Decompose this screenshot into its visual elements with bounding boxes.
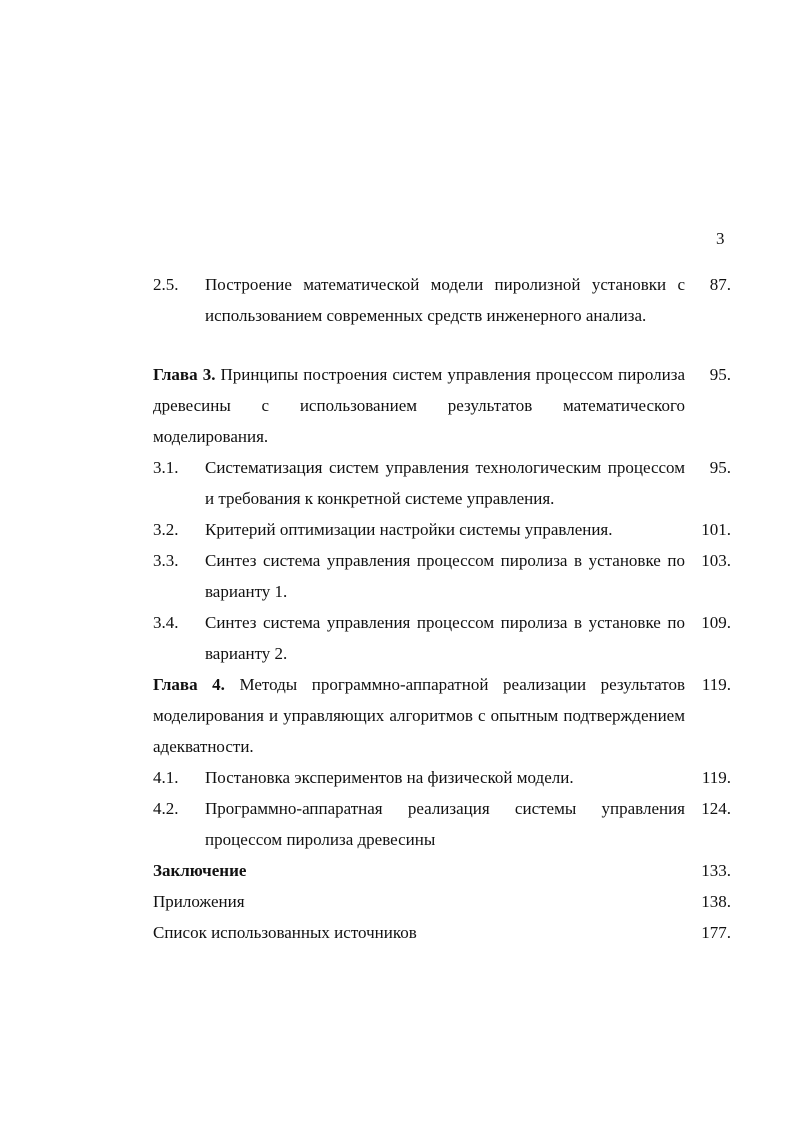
chapter-label: Глава 4. — [153, 675, 225, 694]
toc-entry-appendices — [153, 886, 731, 917]
toc-entry-page: 109. — [701, 613, 731, 632]
toc-entry-references — [153, 917, 731, 948]
toc-entry-page: 177. — [701, 923, 731, 942]
toc-entry-3-1 — [153, 452, 731, 514]
toc-entry-title: Систематизация систем управления технологическим процессом и требования к конкретной системе управления. — [205, 458, 685, 508]
toc-entry-title: Построение математической модели пиролизной установки с использованием современных средств инженерного анализа. — [205, 275, 685, 325]
toc-entry-chapter-3 — [153, 359, 731, 452]
toc-entry-chapter-4 — [153, 669, 731, 762]
toc-entry-page: 124. — [701, 799, 731, 818]
toc-entry-number: 3.3. — [153, 551, 179, 570]
toc-entry-page: 101. — [701, 520, 731, 539]
toc-entry-3-4 — [153, 607, 731, 669]
toc-entry-title: Программно-аппаратная реализация системы управления процессом пиролиза древесины — [205, 799, 685, 849]
chapter-label: Глава 3. — [153, 365, 216, 384]
toc-entry-page: 95. — [709, 458, 731, 477]
toc-entry-page: 87. — [709, 275, 731, 294]
toc-entry-number: 4.2. — [153, 799, 179, 818]
toc-entry-2-5 — [153, 269, 731, 331]
toc-entry-4-2 — [153, 793, 731, 855]
toc-entry-title: Принципы построения систем управления процессом пиролиза древесины с использованием результатов математического моделирования. — [153, 365, 685, 446]
toc-entry-page: 103. — [701, 551, 731, 570]
toc-entry-number: 4.1. — [153, 768, 179, 787]
toc-entry-title: Заключение — [153, 861, 247, 880]
toc-entry-page: 138. — [701, 892, 731, 911]
toc-entry-page: 119. — [701, 768, 731, 787]
toc-entry-page: 133. — [701, 861, 731, 880]
toc-entry-number: 3.1. — [153, 458, 179, 477]
toc-entry-page: 95. — [709, 365, 731, 384]
toc-entry-title: Постановка экспериментов на физической модели. — [205, 768, 574, 787]
toc-entry-title: Приложения — [153, 892, 245, 911]
toc-entry-3-3 — [153, 545, 731, 607]
toc-entry-title: Список использованных источников — [153, 923, 417, 942]
page-number: 3 — [716, 229, 725, 248]
toc-entry-title: Синтез система управления процессом пиролиза в установке по варианту 2. — [205, 613, 685, 663]
table-of-contents — [153, 269, 731, 948]
toc-entry-conclusion — [153, 855, 731, 886]
toc-entry-3-2 — [153, 514, 731, 545]
toc-entry-title: Критерий оптимизации настройки системы управления. — [205, 520, 613, 539]
toc-entry-number: 3.4. — [153, 613, 179, 632]
toc-entry-number: 3.2. — [153, 520, 179, 539]
toc-entry-title: Методы программно-аппаратной реализации результатов моделирования и управляющих алгоритмов с опытным подтверждением адекватности. — [153, 675, 686, 756]
toc-entry-4-1 — [153, 762, 731, 793]
toc-entry-number: 2.5. — [153, 275, 179, 294]
toc-entry-title: Синтез система управления процессом пиролиза в установке по варианту 1. — [205, 551, 685, 601]
toc-entry-page: 119. — [701, 675, 731, 694]
